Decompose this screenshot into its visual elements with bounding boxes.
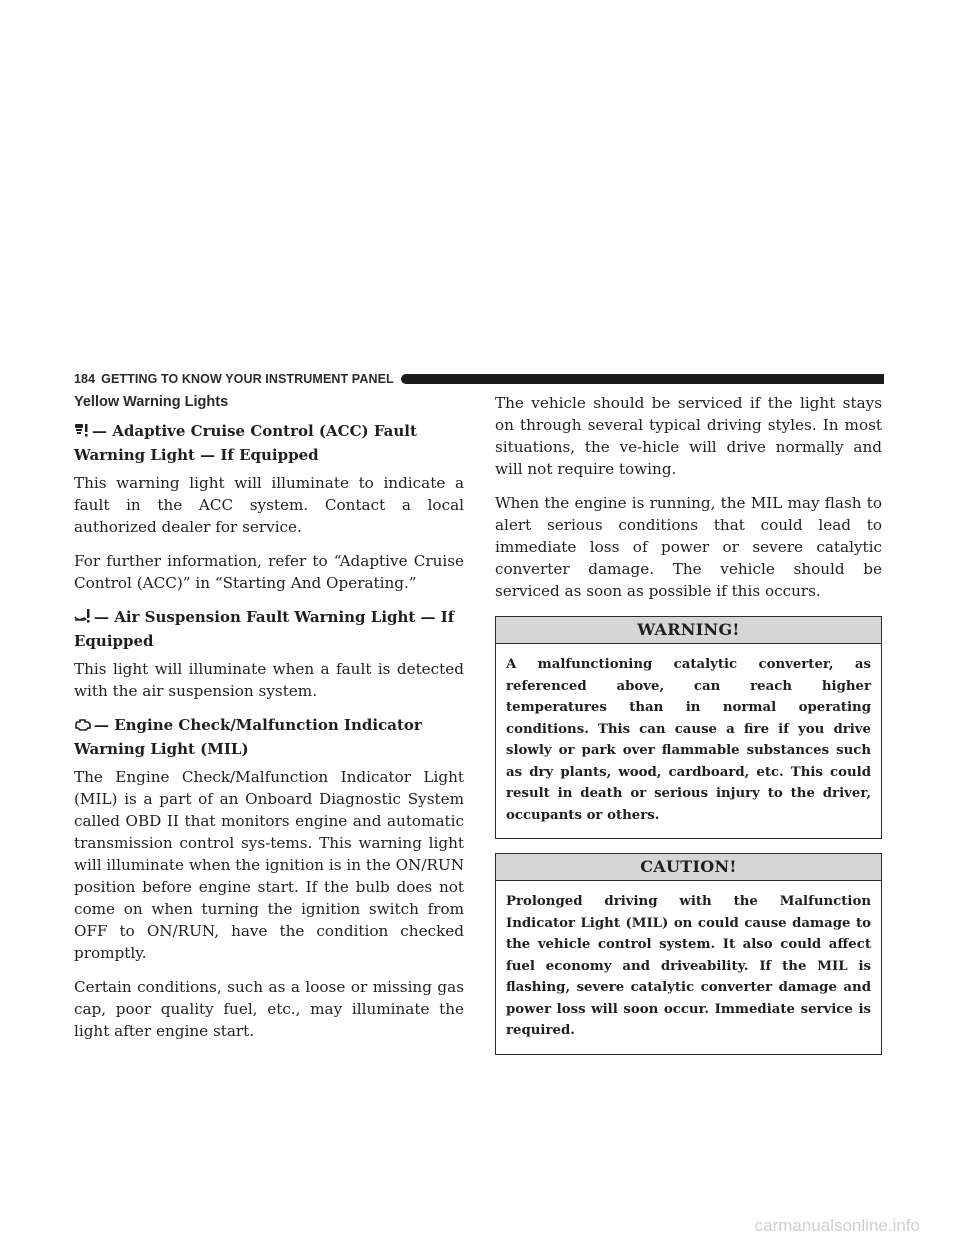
warning-body: A malfunctioning catalytic converter, as referenced above, can reach higher temperatures than in normal operating conditions. This can cause a fire if you drive slowly or park over flammable substances such as dry plants, wood, cardboard, etc. This could result in death or serious injury to the driver, occupants or others. bbox=[506, 657, 871, 823]
right-paragraph-2: When the engine is running, the MIL may flash to alert serious conditions that could lead to immediate loss of power or severe catalytic converter damage. The vehicle should be serviced as soon as possible if this occurs. bbox=[495, 494, 882, 600]
mil-heading-text: — Engine Check/Malfunction Indicator Warning Light (MIL) bbox=[74, 716, 422, 758]
header-rule bbox=[401, 374, 884, 384]
left-column bbox=[74, 392, 464, 1054]
section-title: Yellow Warning Lights bbox=[74, 394, 229, 410]
air-heading-text: — Air Suspension Fault Warning Light — If Equipped bbox=[74, 608, 455, 650]
acc-paragraph-2: For further information, refer to “Adaptive Cruise Control (ACC)” in “Starting And Operating.” bbox=[74, 552, 464, 592]
watermark: carmanualsonline.info bbox=[754, 1216, 920, 1235]
acc-heading bbox=[74, 420, 464, 466]
air-suspension-fault-icon bbox=[74, 608, 92, 630]
acc-paragraph-1: This warning light will illuminate to indicate a fault in the ACC system. Contact a local authorized dealer for service. bbox=[74, 474, 464, 536]
engine-check-icon bbox=[74, 716, 92, 738]
caution-title: CAUTION! bbox=[496, 854, 881, 881]
warning-box bbox=[495, 616, 882, 839]
acc-fault-icon bbox=[74, 422, 90, 444]
caution-box bbox=[495, 853, 882, 1055]
page-header bbox=[74, 372, 884, 386]
page-number: 184 bbox=[74, 372, 96, 386]
chapter-title: GETTING TO KNOW YOUR INSTRUMENT PANEL bbox=[101, 372, 394, 386]
mil-paragraph-1: The Engine Check/Malfunction Indicator Light (MIL) is a part of an Onboard Diagnostic System called OBD II that monitors engine and automatic transmission control sys-tems. This warning light will illuminate when the ignition is in the ON/RUN position before engine start. If the bulb does not come on when turning the ignition switch from OFF to ON/RUN, have the condition checked promptly. bbox=[74, 768, 464, 962]
caution-body: Prolonged driving with the Malfunction Indicator Light (MIL) on could cause damage to the vehicle control system. It also could affect fuel economy and driveability. If the MIL is flashing, severe catalytic converter damage and power loss will soon occur. Immediate service is required. bbox=[506, 894, 871, 1038]
air-heading bbox=[74, 606, 464, 652]
right-column bbox=[495, 392, 882, 1055]
mil-heading bbox=[74, 714, 464, 760]
air-paragraph-1: This light will illuminate when a fault is detected with the air suspension system. bbox=[74, 660, 464, 700]
right-paragraph-1: The vehicle should be serviced if the light stays on through several typical driving styles. In most situations, the ve-hicle will drive normally and will not require towing. bbox=[495, 394, 882, 478]
acc-heading-text: — Adaptive Cruise Control (ACC) Fault Warning Light — If Equipped bbox=[74, 422, 417, 464]
warning-title: WARNING! bbox=[496, 617, 881, 644]
mil-paragraph-2: Certain conditions, such as a loose or missing gas cap, poor quality fuel, etc., may illuminate the light after engine start. bbox=[74, 978, 464, 1040]
